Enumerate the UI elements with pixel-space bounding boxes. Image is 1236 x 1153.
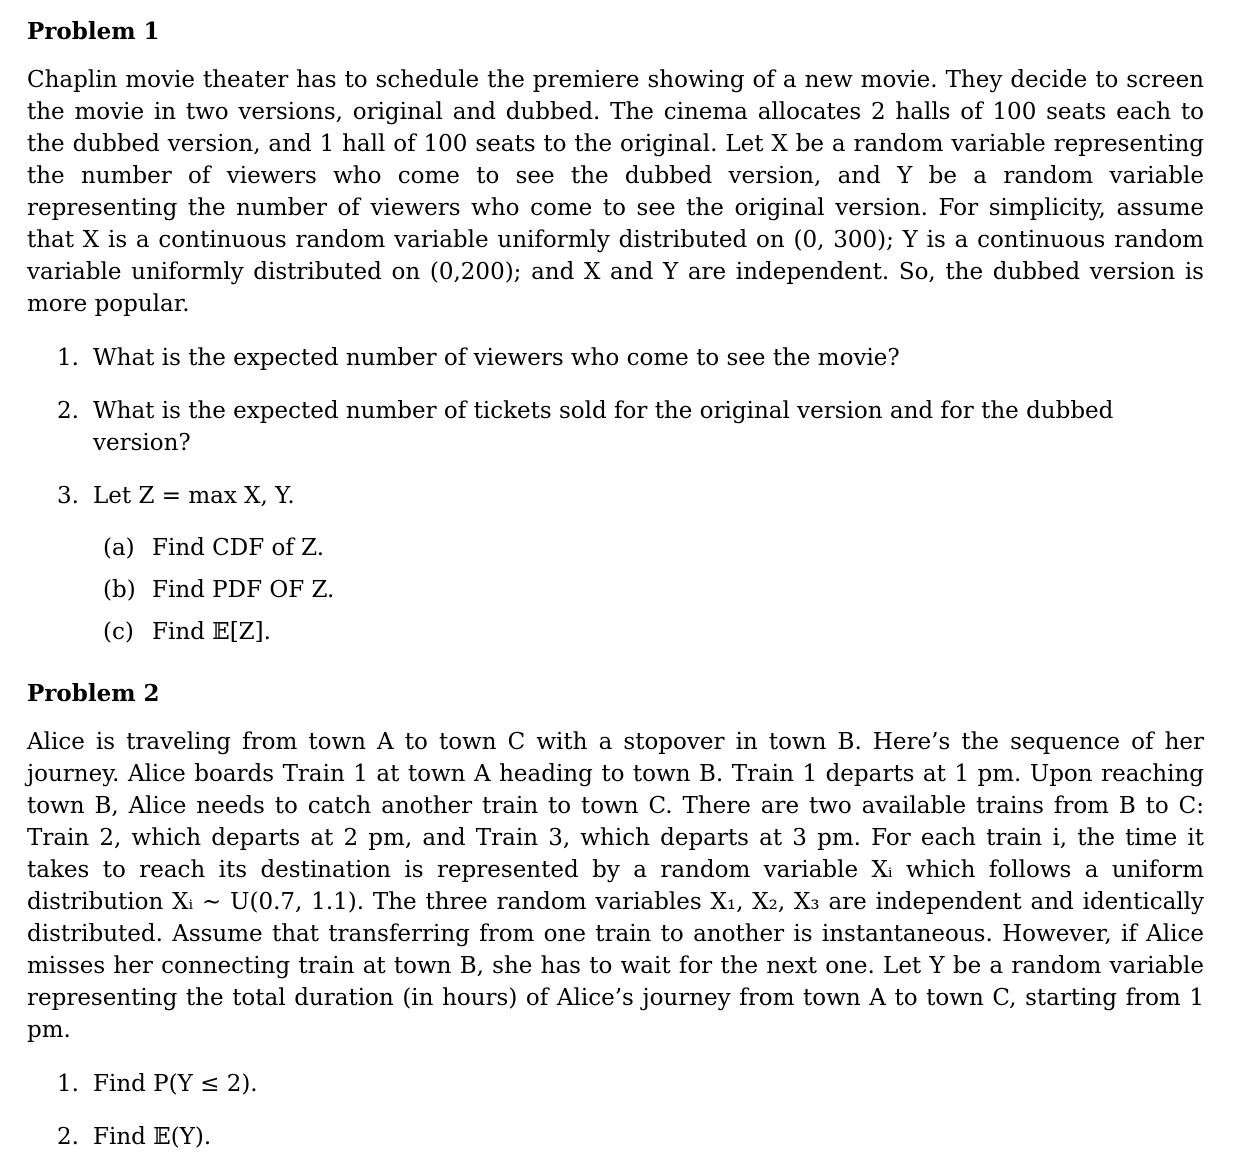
problem-1-subquestions xyxy=(93,532,1204,648)
subquestion-label: (a) xyxy=(103,535,135,561)
question-number: 1. xyxy=(57,1071,79,1097)
question-text: What is the expected number of tickets sold for the original version and for the dubbed version? xyxy=(93,398,1114,456)
list-item xyxy=(27,1068,1204,1100)
problem-1-statement: Chaplin movie theater has to schedule the premiere showing of a new movie. They decide to screen the movie in two versions, original and dubbed. The cinema allocates 2 halls of 100 seats each to the dubbed version, and 1 hall of 100 seats to the original. Let X be a random variable representing the number of viewers who come to see the dubbed version, and Y be a random variable representing the number of viewers who come to see the original version. For simplicity, assume that X is a continuous random variable uniformly distributed on (0, 300); Y is a continuous random variable uniformly distributed on (0,200); and X and Y are independent. So, the dubbed version is more popular. xyxy=(27,67,1204,317)
question-text: What is the expected number of viewers who come to see the movie? xyxy=(93,345,900,371)
problem-2-questions xyxy=(27,1068,1204,1153)
list-item xyxy=(93,532,1204,564)
subquestion-label: (b) xyxy=(103,577,136,603)
list-item xyxy=(93,616,1204,648)
subquestion-text: Find 𝔼[Z]. xyxy=(152,619,271,645)
problem-1-title: Problem 1 xyxy=(27,18,160,45)
list-item xyxy=(93,574,1204,606)
list-item xyxy=(27,1121,1204,1153)
problem-2-statement: Alice is traveling from town A to town C with a stopover in town B. Here’s the sequence of her journey. Alice boards Train 1 at town A heading to town B. Train 1 departs at 1 pm. Upon reaching town B, Alice needs to catch another train to town C. There are two available trains from B to C: Train 2, which departs at 2 pm, and Train 3, which departs at 3 pm. For each train i, the time it takes to reach its destination is represented by a random variable Xᵢ which follows a uniform distribution Xᵢ ∼ U(0.7, 1.1). The three random variables X₁, X₂, X₃ are independent and identically distributed. Assume that transferring from one train to another is instantaneous. However, if Alice misses her connecting train at town B, she has to wait for the next one. Let Y be a random variable representing the total duration (in hours) of Alice’s journey from town A to town C, starting from 1 pm. xyxy=(27,729,1204,1043)
list-item xyxy=(27,342,1204,374)
problem-2-title: Problem 2 xyxy=(27,680,160,707)
question-text: Find 𝔼(Y). xyxy=(93,1124,212,1150)
list-item xyxy=(27,395,1204,459)
list-item xyxy=(27,480,1204,648)
subquestion-text: Find PDF OF Z. xyxy=(152,577,335,603)
subquestion-text: Find CDF of Z. xyxy=(152,535,325,561)
question-number: 1. xyxy=(57,345,79,371)
question-text: Find P(Y ≤ 2). xyxy=(93,1071,258,1097)
subquestion-label: (c) xyxy=(103,619,134,645)
problem-1-questions xyxy=(27,342,1204,648)
question-text: Let Z = max X, Y. xyxy=(93,483,295,509)
question-number: 3. xyxy=(57,483,79,509)
question-number: 2. xyxy=(57,398,79,424)
question-number: 2. xyxy=(57,1124,79,1150)
